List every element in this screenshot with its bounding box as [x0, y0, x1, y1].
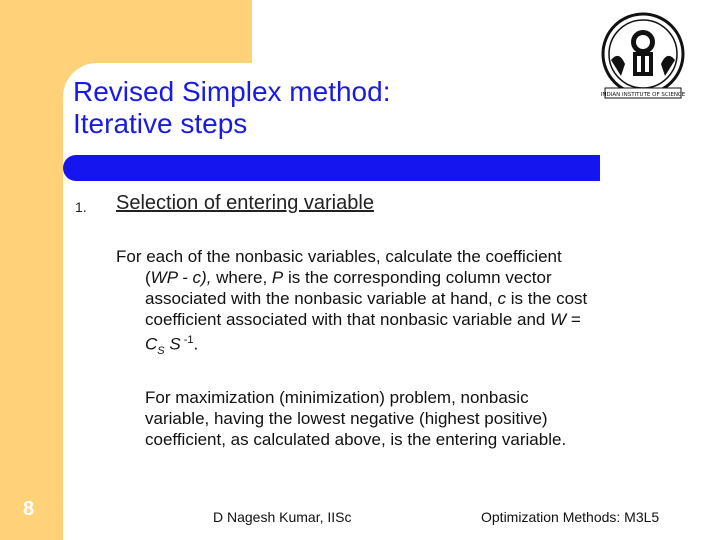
para1-line-1: For each of the nonbasic variables, calculate the coefficient [116, 247, 562, 266]
para1-line-4 [116, 309, 676, 330]
text-fragment: = [566, 310, 581, 329]
para1-line-2 [116, 267, 676, 288]
formula-superscript: -1 [180, 334, 194, 346]
footer-author: D Nagesh Kumar, IISc [213, 509, 352, 525]
para1-line-3 [116, 288, 676, 309]
para2-line-1: For maximization (minimization) problem, nonbasic [145, 388, 529, 407]
formula-fragment: S [164, 334, 181, 354]
paragraph-entering-variable-rule [116, 387, 676, 450]
text-fragment: is the corresponding column vector [283, 268, 552, 287]
title-line-2: Iterative steps [73, 108, 248, 139]
title-underline-bar [63, 155, 600, 181]
para1-line-5 [116, 330, 676, 362]
text-fragment: where, [211, 268, 272, 287]
formula-fragment: c [497, 289, 507, 308]
text-fragment: associated with the nonbasic variable at hand, [145, 289, 498, 308]
text-fragment: coefficient associated with that nonbasic variable and [145, 310, 551, 329]
slide-number: 8 [23, 498, 35, 520]
paragraph-coefficient [116, 246, 676, 362]
item-heading: Selection of entering variable [116, 192, 374, 214]
institute-logo [581, 2, 707, 104]
footer-course: Optimization Methods: M3L5 [481, 509, 660, 525]
text-fragment: . [193, 334, 199, 354]
formula-fragment: P [271, 268, 284, 287]
formula-fragment: WP - c), [150, 268, 212, 287]
formula-fragment: C [145, 334, 158, 354]
formula-fragment: W [550, 310, 567, 329]
text-fragment: ( [145, 268, 151, 287]
formula-subscript: S [157, 345, 165, 358]
title-line-1: Revised Simplex method: [73, 76, 391, 107]
item-number: 1. [75, 199, 87, 215]
para2-line-3: coefficient, as calculated above, is the entering variable. [145, 430, 567, 449]
logo-caption: INDIAN INSTITUTE OF SCIENCE [600, 92, 686, 98]
institute-seal-icon [581, 2, 707, 104]
text-fragment: is the cost [506, 289, 588, 308]
para2-line-2: variable, having the lowest negative (highest positive) [145, 409, 548, 428]
slide-title [73, 76, 553, 140]
